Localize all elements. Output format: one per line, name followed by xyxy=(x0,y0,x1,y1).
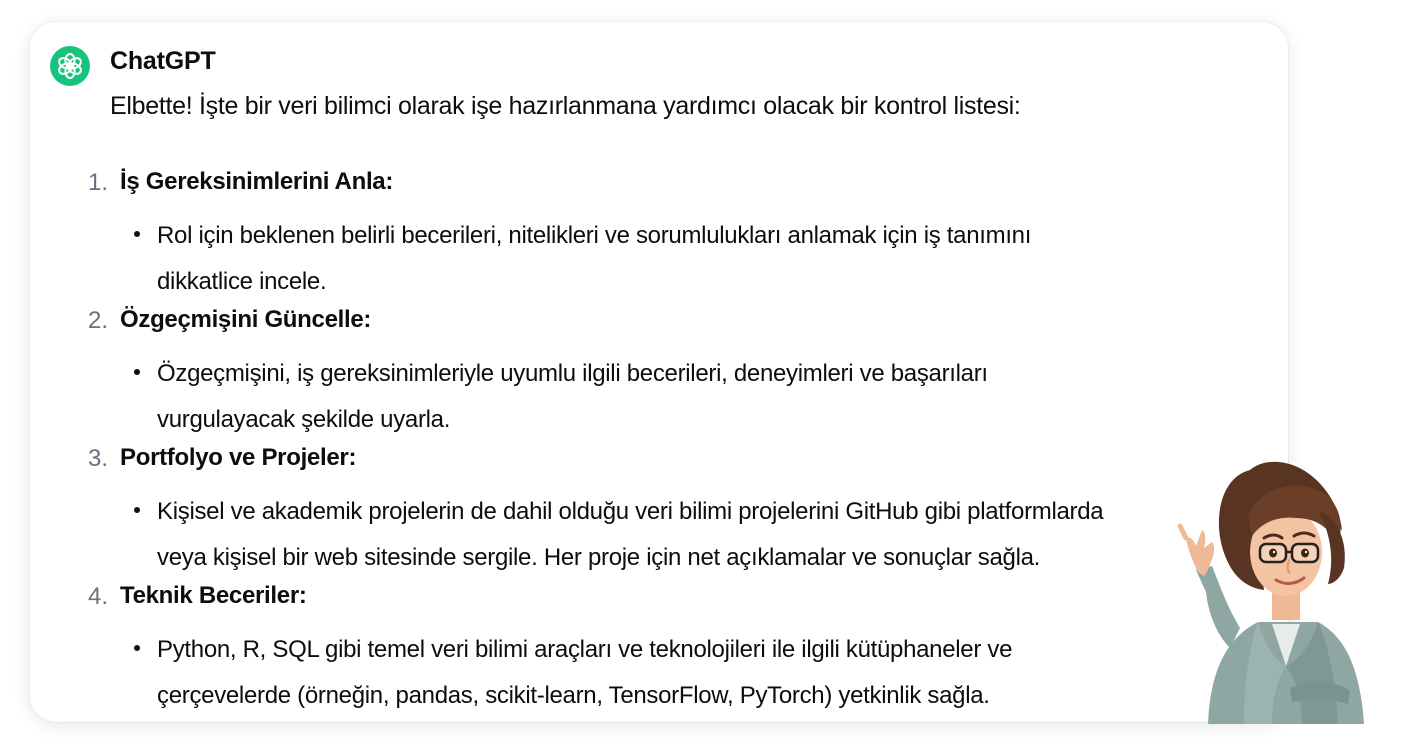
bullet-icon xyxy=(134,231,140,237)
detail-line: Rol için beklenen belirli becerileri, nitelikleri ve sorumlulukları anlamak için iş tanımını xyxy=(157,222,1032,249)
item-number: 3. xyxy=(87,445,108,472)
item-number: 4. xyxy=(87,583,108,610)
chat-message-card xyxy=(30,22,1288,722)
detail-line: veya kişisel bir web sitesinde sergile. Her proje için net açıklamalar ve sonuçlar sağla. xyxy=(157,544,1041,571)
message-intro: Elbette! İşte bir veri bilimci olarak işe hazırlanmana yardımcı olacak bir kontrol listesi: xyxy=(110,92,1021,120)
openai-logo-icon xyxy=(50,46,90,86)
item-detail xyxy=(30,213,1288,305)
checklist-item xyxy=(30,581,1288,719)
checklist xyxy=(30,167,1288,719)
cartoon-woman-pointing-icon xyxy=(1168,452,1368,724)
item-heading: Portfolyo ve Projeler: xyxy=(120,444,357,471)
detail-line: vurgulayacak şekilde uyarla. xyxy=(157,406,451,433)
detail-line: çerçevelerde (örneğin, pandas, scikit-learn, TensorFlow, PyTorch) yetkinlik sağla. xyxy=(157,682,990,709)
checklist-item xyxy=(30,305,1288,443)
checklist-item xyxy=(30,443,1288,581)
item-number: 2. xyxy=(87,307,108,334)
detail-line: dikkatlice incele. xyxy=(157,268,327,295)
openai-logo-glyph xyxy=(55,51,85,81)
bullet-icon xyxy=(134,645,140,651)
item-heading: Teknik Beceriler: xyxy=(120,582,307,609)
detail-line: Python, R, SQL gibi temel veri bilimi araçları ve teknolojileri ile ilgili kütüphaneler ve xyxy=(157,636,1013,663)
item-heading: Özgeçmişini Güncelle: xyxy=(120,306,372,333)
message-author: ChatGPT xyxy=(110,47,216,75)
bullet-icon xyxy=(134,369,140,375)
item-detail xyxy=(30,627,1288,719)
checklist-item xyxy=(30,167,1288,305)
detail-line: Özgeçmişini, iş gereksinimleriyle uyumlu ilgili becerileri, deneyimleri ve başarıları xyxy=(157,360,988,387)
detail-line: Kişisel ve akademik projelerin de dahil olduğu veri bilimi projelerini GitHub gibi platformlarda xyxy=(157,498,1104,525)
item-detail xyxy=(30,489,1288,581)
item-heading: İş Gereksinimlerini Anla: xyxy=(120,168,394,195)
item-detail xyxy=(30,351,1288,443)
item-number: 1. xyxy=(87,169,108,196)
bullet-icon xyxy=(134,507,140,513)
